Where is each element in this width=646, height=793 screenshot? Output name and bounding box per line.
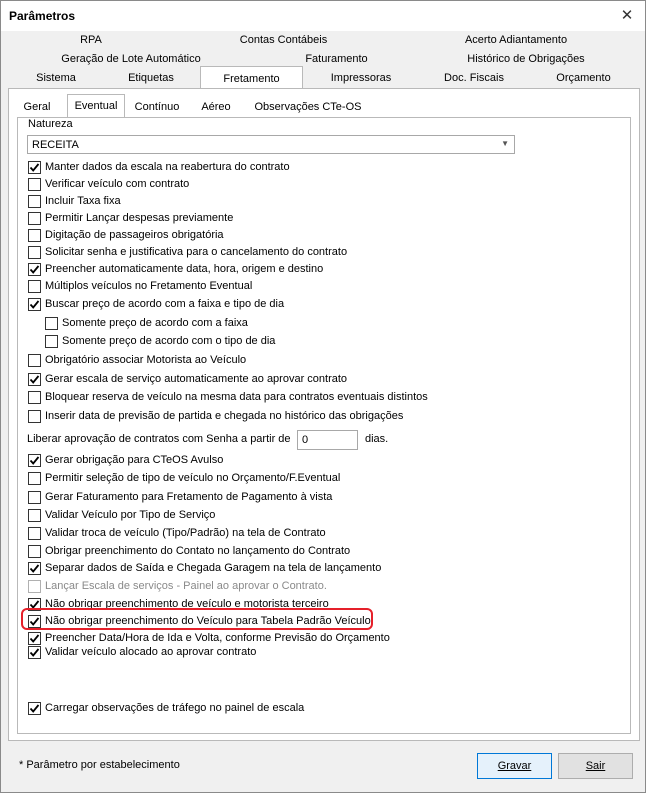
- checkbox[interactable]: [28, 491, 41, 504]
- subtab-geral[interactable]: Geral: [23, 101, 51, 113]
- checkbox[interactable]: [28, 354, 41, 367]
- checkbox[interactable]: [28, 229, 41, 242]
- checkmark-icon: [29, 455, 40, 466]
- checkbox-label: Gerar Faturamento para Fretamento de Pagamento à vista: [45, 491, 333, 503]
- save-button-label: Gravar: [497, 760, 532, 772]
- checkbox[interactable]: [28, 246, 41, 259]
- checkbox-checked[interactable]: [28, 298, 41, 311]
- checkbox-label: Lançar Escala de serviços - Painel ao aprovar o Contrato.: [45, 580, 327, 592]
- tab-rpa[interactable]: RPA: [80, 34, 102, 46]
- tab-row-2: [1, 50, 645, 69]
- checkmark-icon: [29, 647, 40, 658]
- checkbox-label: Múltiplos veículos no Fretamento Eventual: [45, 280, 253, 292]
- tab-historico-obrigacoes[interactable]: Histórico de Obrigações: [467, 53, 585, 65]
- checkbox-checked[interactable]: [28, 263, 41, 276]
- checkbox-checked[interactable]: [28, 615, 41, 628]
- checkbox-label: Permitir seleção de tipo de veículo no Orçamento/F.Eventual: [45, 472, 341, 484]
- tab-doc-fiscais[interactable]: Doc. Fiscais: [444, 72, 504, 84]
- checkbox-checked[interactable]: [28, 373, 41, 386]
- checkmark-icon: [29, 703, 40, 714]
- checkmark-icon: [29, 599, 40, 610]
- checkbox[interactable]: [28, 391, 41, 404]
- liberar-suffix: dias.: [365, 433, 389, 445]
- tab-acerto-adiantamento[interactable]: Acerto Adiantamento: [464, 34, 568, 46]
- tab-orcamento[interactable]: Orçamento: [556, 72, 611, 84]
- checkmark-icon: [29, 264, 40, 275]
- footer-note: * Parâmetro por estabelecimento: [19, 759, 180, 771]
- checkmark-icon: [29, 633, 40, 644]
- tab-row-3: [1, 69, 645, 88]
- checkbox-checked[interactable]: [28, 598, 41, 611]
- checkbox[interactable]: [28, 195, 41, 208]
- tab-etiquetas[interactable]: Etiquetas: [128, 72, 174, 84]
- checkbox-label: Somente preço de acordo com a faixa: [62, 317, 248, 329]
- checkbox-label: Permitir Lançar despesas previamente: [45, 212, 234, 224]
- checkbox[interactable]: [28, 580, 41, 593]
- subtab-aereo[interactable]: Aéreo: [201, 101, 231, 113]
- natureza-select[interactable]: [27, 135, 515, 154]
- checkbox[interactable]: [28, 509, 41, 522]
- chevron-down-icon: ▼: [501, 139, 509, 148]
- checkbox-label: Solicitar senha e justificativa para o cancelamento do contrato: [45, 246, 348, 258]
- exit-button[interactable]: [558, 753, 633, 779]
- checkbox[interactable]: [28, 410, 41, 423]
- tab-fretamento[interactable]: Fretamento: [200, 66, 303, 88]
- checkbox-label: Manter dados da escala na reabertura do contrato: [45, 161, 290, 173]
- checkbox-label: Não obrigar preenchimento de veículo e motorista terceiro: [45, 598, 329, 610]
- checkbox-label: Somente preço de acordo com o tipo de dia: [62, 335, 276, 347]
- subtab-continuo[interactable]: Contínuo: [134, 101, 180, 113]
- checkbox-label: Carregar observações de tráfego no painel de escala: [45, 702, 305, 714]
- checkmark-icon: [29, 374, 40, 385]
- checkbox-label: Gerar escala de serviço automaticamente ao aprovar contrato: [45, 373, 348, 385]
- subtab-bar: [9, 89, 639, 119]
- checkbox-label: Incluir Taxa fixa: [45, 195, 121, 207]
- natureza-value: RECEITA: [32, 139, 79, 151]
- checkbox-checked[interactable]: [28, 161, 41, 174]
- checkbox-checked[interactable]: [28, 562, 41, 575]
- checkbox-checked[interactable]: [28, 646, 41, 659]
- natureza-label: Natureza: [28, 118, 73, 130]
- subtab-eventual[interactable]: Eventual: [67, 94, 125, 118]
- checkbox-label: Verificar veículo com contrato: [45, 178, 190, 190]
- checkbox-label: Validar veículo alocado ao aprovar contrato: [45, 646, 257, 658]
- title-bar: [1, 1, 645, 31]
- checkbox-label: Buscar preço de acordo com a faixa e tipo de dia: [45, 298, 285, 310]
- subtab-observacoes-cteos[interactable]: Observações CTe-OS: [254, 101, 362, 113]
- checkbox-label: Validar Veículo por Tipo de Serviço: [45, 509, 216, 521]
- checkbox-checked[interactable]: [28, 454, 41, 467]
- liberar-days-input[interactable]: 0: [297, 430, 358, 450]
- checkbox[interactable]: [28, 527, 41, 540]
- checkbox[interactable]: [28, 280, 41, 293]
- tab-contas-contabeis[interactable]: Contas Contábeis: [239, 34, 328, 46]
- checkbox[interactable]: [28, 212, 41, 225]
- save-button[interactable]: [477, 753, 552, 779]
- checkbox-label: Validar troca de veículo (Tipo/Padrão) na tela de Contrato: [45, 527, 326, 539]
- checkbox-label: Obrigatório associar Motorista ao Veículo: [45, 354, 247, 366]
- checkbox[interactable]: [45, 317, 58, 330]
- checkmark-icon: [29, 616, 40, 627]
- liberar-label: Liberar aprovação de contratos com Senha a partir de: [27, 433, 291, 445]
- close-icon[interactable]: ✕: [620, 7, 634, 24]
- tab-faturamento[interactable]: Faturamento: [305, 53, 368, 65]
- tab-sistema[interactable]: Sistema: [36, 72, 76, 84]
- checkbox-label: Bloquear reserva de veículo na mesma data para contratos eventuais distintos: [45, 391, 428, 403]
- checkbox[interactable]: [45, 335, 58, 348]
- tab-geracao-lote[interactable]: Geração de Lote Automático: [61, 53, 201, 65]
- checkbox-label: Preencher Data/Hora de Ida e Volta, conforme Previsão do Orçamento: [45, 632, 390, 644]
- checkbox-checked[interactable]: [28, 632, 41, 645]
- checkmark-icon: [29, 299, 40, 310]
- checkbox[interactable]: [28, 472, 41, 485]
- checkbox-label: Digitação de passageiros obrigatória: [45, 229, 224, 241]
- exit-button-label: Sair: [585, 760, 606, 772]
- checkbox-label: Preencher automaticamente data, hora, origem e destino: [45, 263, 324, 275]
- checkbox[interactable]: [28, 178, 41, 191]
- checkbox-label: Separar dados de Saída e Chegada Garagem na tela de lançamento: [45, 562, 382, 574]
- checkbox-label: Inserir data de previsão de partida e chegada no histórico das obrigações: [45, 410, 404, 422]
- checkbox[interactable]: [28, 545, 41, 558]
- window-title: Parâmetros: [9, 9, 76, 23]
- checkmark-icon: [29, 563, 40, 574]
- checkmark-icon: [29, 162, 40, 173]
- tab-row-1: [1, 31, 645, 50]
- checkbox-label: Obrigar preenchimento do Contato no lançamento do Contrato: [45, 545, 351, 557]
- checkbox-checked[interactable]: [28, 702, 41, 715]
- checkbox-label: Gerar obrigação para CTeOS Avulso: [45, 454, 224, 466]
- checkbox-label: Não obrigar preenchimento do Veículo para Tabela Padrão Veículo: [45, 615, 371, 627]
- tab-impressoras[interactable]: Impressoras: [330, 72, 392, 84]
